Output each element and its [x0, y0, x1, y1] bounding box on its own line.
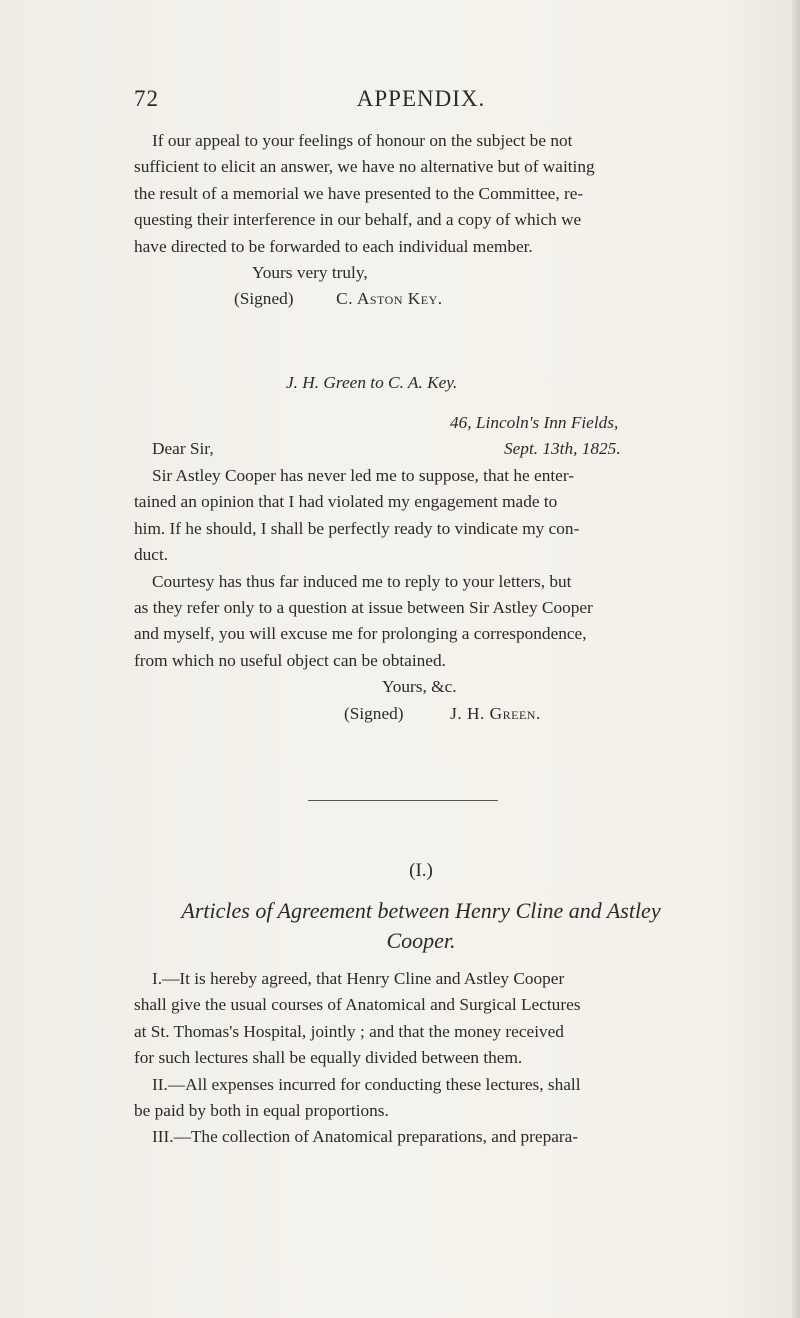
- text-line: be paid by both in equal proportions.: [134, 1101, 389, 1121]
- article-1: [134, 966, 708, 1072]
- text-line: III.—The collection of Anatomical preparations, and prepara-: [152, 1127, 579, 1147]
- text-line: shall give the usual courses of Anatomical and Surgical Lectures: [134, 995, 581, 1015]
- page-edge-shadow: [792, 0, 800, 1318]
- text-line: questing their interference in our behalf, and a copy of which we: [134, 210, 582, 230]
- salutation: Dear Sir,: [152, 439, 214, 459]
- signature: J. H. Green.: [450, 703, 541, 723]
- signature: C. Aston Key.: [336, 289, 443, 309]
- letter1-closing: Yours very truly,: [252, 263, 368, 282]
- letter2-salutation-line: [134, 436, 708, 462]
- letter2-closing: Yours, &c.: [382, 677, 457, 697]
- text-line: for such lectures shall be equally divided between them.: [134, 1048, 523, 1068]
- letter1-signature-line: [134, 286, 708, 312]
- letter2-paragraph-1: [134, 463, 708, 569]
- text-line: I.—It is hereby agreed, that Henry Cline and Astley Cooper: [152, 969, 565, 988]
- page-number: 72: [134, 86, 159, 111]
- text-line: at St. Thomas's Hospital, jointly ; and that the money received: [134, 1021, 564, 1041]
- article-3: [134, 1124, 708, 1150]
- text-line: sufficient to elicit an answer, we have no alternative but of waiting: [134, 157, 595, 177]
- letter2-address: 46, Lincoln's Inn Fields,: [450, 413, 619, 432]
- text-line: from which no useful object can be obtained.: [134, 650, 446, 670]
- text-line: tained an opinion that I had violated my engagement made to: [134, 492, 558, 512]
- running-title: APPENDIX.: [356, 86, 486, 111]
- letter1-closing-block: [134, 260, 708, 313]
- text-line: and myself, you will excuse me for prolonging a correspondence,: [134, 624, 587, 644]
- text-line: have directed to be forwarded to each individual member.: [134, 236, 533, 256]
- running-header: [134, 86, 708, 116]
- text-line: him. If he should, I shall be perfectly ready to vindicate my con-: [134, 518, 580, 538]
- text-line: duct.: [134, 545, 169, 565]
- articles-title-block: [134, 896, 708, 956]
- letter2-paragraph-2: [134, 569, 708, 675]
- signed-label: (Signed): [234, 289, 294, 309]
- letter2-heading-block: [134, 370, 708, 396]
- articles-body: [134, 966, 708, 1151]
- text-line: the result of a memorial we have presented to the Committee, re-: [134, 183, 584, 203]
- text-line: If our appeal to your feelings of honour on the subject be not: [152, 131, 573, 150]
- section-number: (I.): [409, 860, 433, 881]
- section-divider: [308, 800, 498, 801]
- letter1-body: [134, 128, 708, 260]
- letter2-heading: J. H. Green to C. A. Key.: [286, 373, 458, 392]
- text-line: as they refer only to a question at issue between Sir Astley Cooper: [134, 598, 593, 618]
- text-line: Sir Astley Cooper has never led me to suppose, that he enter-: [152, 466, 574, 485]
- letter1-paragraph: [134, 128, 708, 260]
- text-line: II.—All expenses incurred for conducting these lectures, shall: [152, 1074, 581, 1094]
- letter2-signature-line: [134, 701, 708, 727]
- article-2: [134, 1072, 708, 1125]
- articles-title-line2: Cooper.: [386, 928, 456, 953]
- articles-title-line1: Articles of Agreement between Henry Cline and Astley: [181, 898, 661, 923]
- letter-date: Sept. 13th, 1825.: [504, 439, 621, 459]
- letter2-address-block: [134, 410, 708, 463]
- text-line: Courtesy has thus far induced me to reply to your letters, but: [152, 571, 572, 591]
- letter2-body: [134, 463, 708, 727]
- signed-label: (Signed): [344, 703, 404, 723]
- section-heading-block: [134, 858, 708, 884]
